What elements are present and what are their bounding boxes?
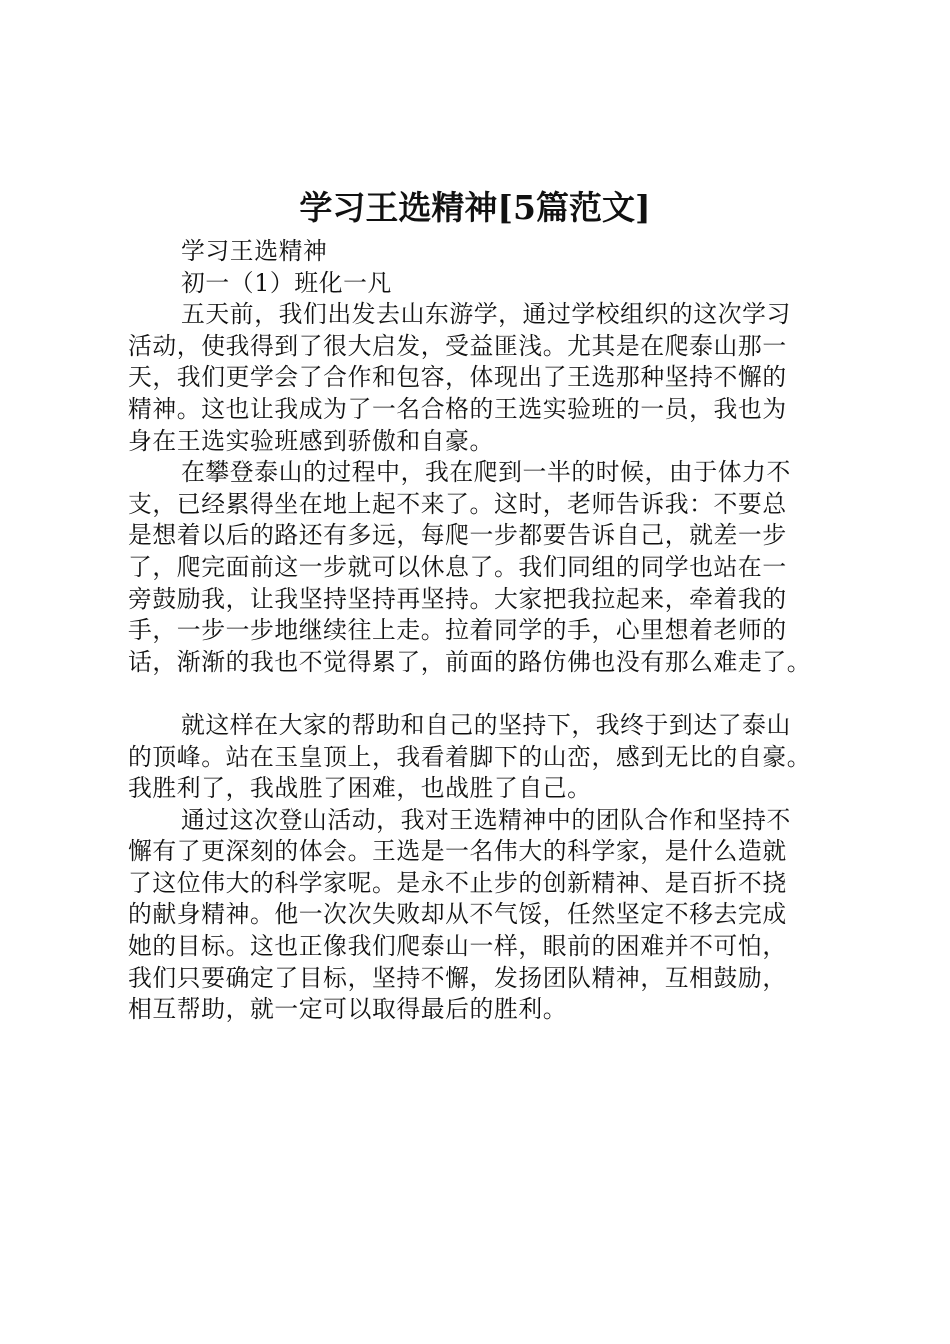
paragraph-2	[128, 457, 848, 678]
text-line: 懈有了更深刻的体会。王选是一名伟大的科学家，是什么造就	[128, 837, 787, 866]
paragraph-gap	[128, 678, 848, 710]
document-title: 学习王选精神[5篇范文]	[299, 188, 651, 227]
paragraph-4	[128, 805, 848, 1026]
text-line: 活动，使我得到了很大启发，受益匪浅。尤其是在爬泰山那一	[128, 331, 787, 360]
text-line: 我胜利了，我战胜了困难，也战胜了自己。	[128, 774, 592, 803]
text-line: 就这样在大家的帮助和自己的坚持下，我终于到达了泰山	[181, 710, 791, 739]
text-line: 的献身精神。他一次次失败却从不气馁，任然坚定不移去完成	[128, 900, 787, 929]
section-heading: 学习王选精神	[181, 237, 328, 265]
paragraph-3	[128, 710, 848, 805]
text-line: 了，爬完面前这一步就可以休息了。我们同组的同学也站在一	[128, 552, 787, 581]
text-line: 旁鼓励我，让我坚持坚持再坚持。大家把我拉起来，牵着我的	[128, 584, 787, 613]
text-line: 身在王选实验班感到骄傲和自豪。	[128, 426, 494, 455]
text-line: 了这位伟大的科学家呢。是永不止步的创新精神、是百折不挠	[128, 868, 787, 897]
text-line: 支，已经累得坐在地上起不来了。这时，老师告诉我：不要总	[128, 489, 787, 518]
text-line: 天，我们更学会了合作和包容，体现出了王选那种坚持不懈的	[128, 363, 787, 392]
text-line: 通过这次登山活动，我对王选精神中的团队合作和坚持不	[181, 805, 791, 834]
text-line: 她的目标。这也正像我们爬泰山一样，眼前的困难并不可怕，	[128, 932, 787, 961]
text-line: 我们只要确定了目标，坚持不懈，发扬团队精神，互相鼓励，	[128, 963, 787, 992]
text-line: 在攀登泰山的过程中，我在爬到一半的时候，由于体力不	[181, 458, 791, 487]
text-line: 五天前，我们出发去山东游学，通过学校组织的这次学习	[181, 300, 791, 329]
text-line: 是想着以后的路还有多远，每爬一步都要告诉自己，就差一步	[128, 521, 787, 550]
paragraph-1	[128, 299, 848, 457]
text-line: 相互帮助，就一定可以取得最后的胜利。	[128, 995, 568, 1024]
text-line: 话，渐渐的我也不觉得累了，前面的路仿佛也没有那么难走了。	[128, 647, 812, 676]
text-line: 精神。这也让我成为了一名合格的王选实验班的一员，我也为	[128, 394, 787, 423]
document-body	[128, 236, 848, 1026]
text-line: 手，一步一步地继续往上走。拉着同学的手，心里想着老师的	[128, 616, 787, 645]
text-line: 的顶峰。站在玉皇顶上，我看着脚下的山峦，感到无比的自豪。	[128, 742, 812, 771]
author-line: 初一（1）班化一凡	[181, 268, 392, 297]
